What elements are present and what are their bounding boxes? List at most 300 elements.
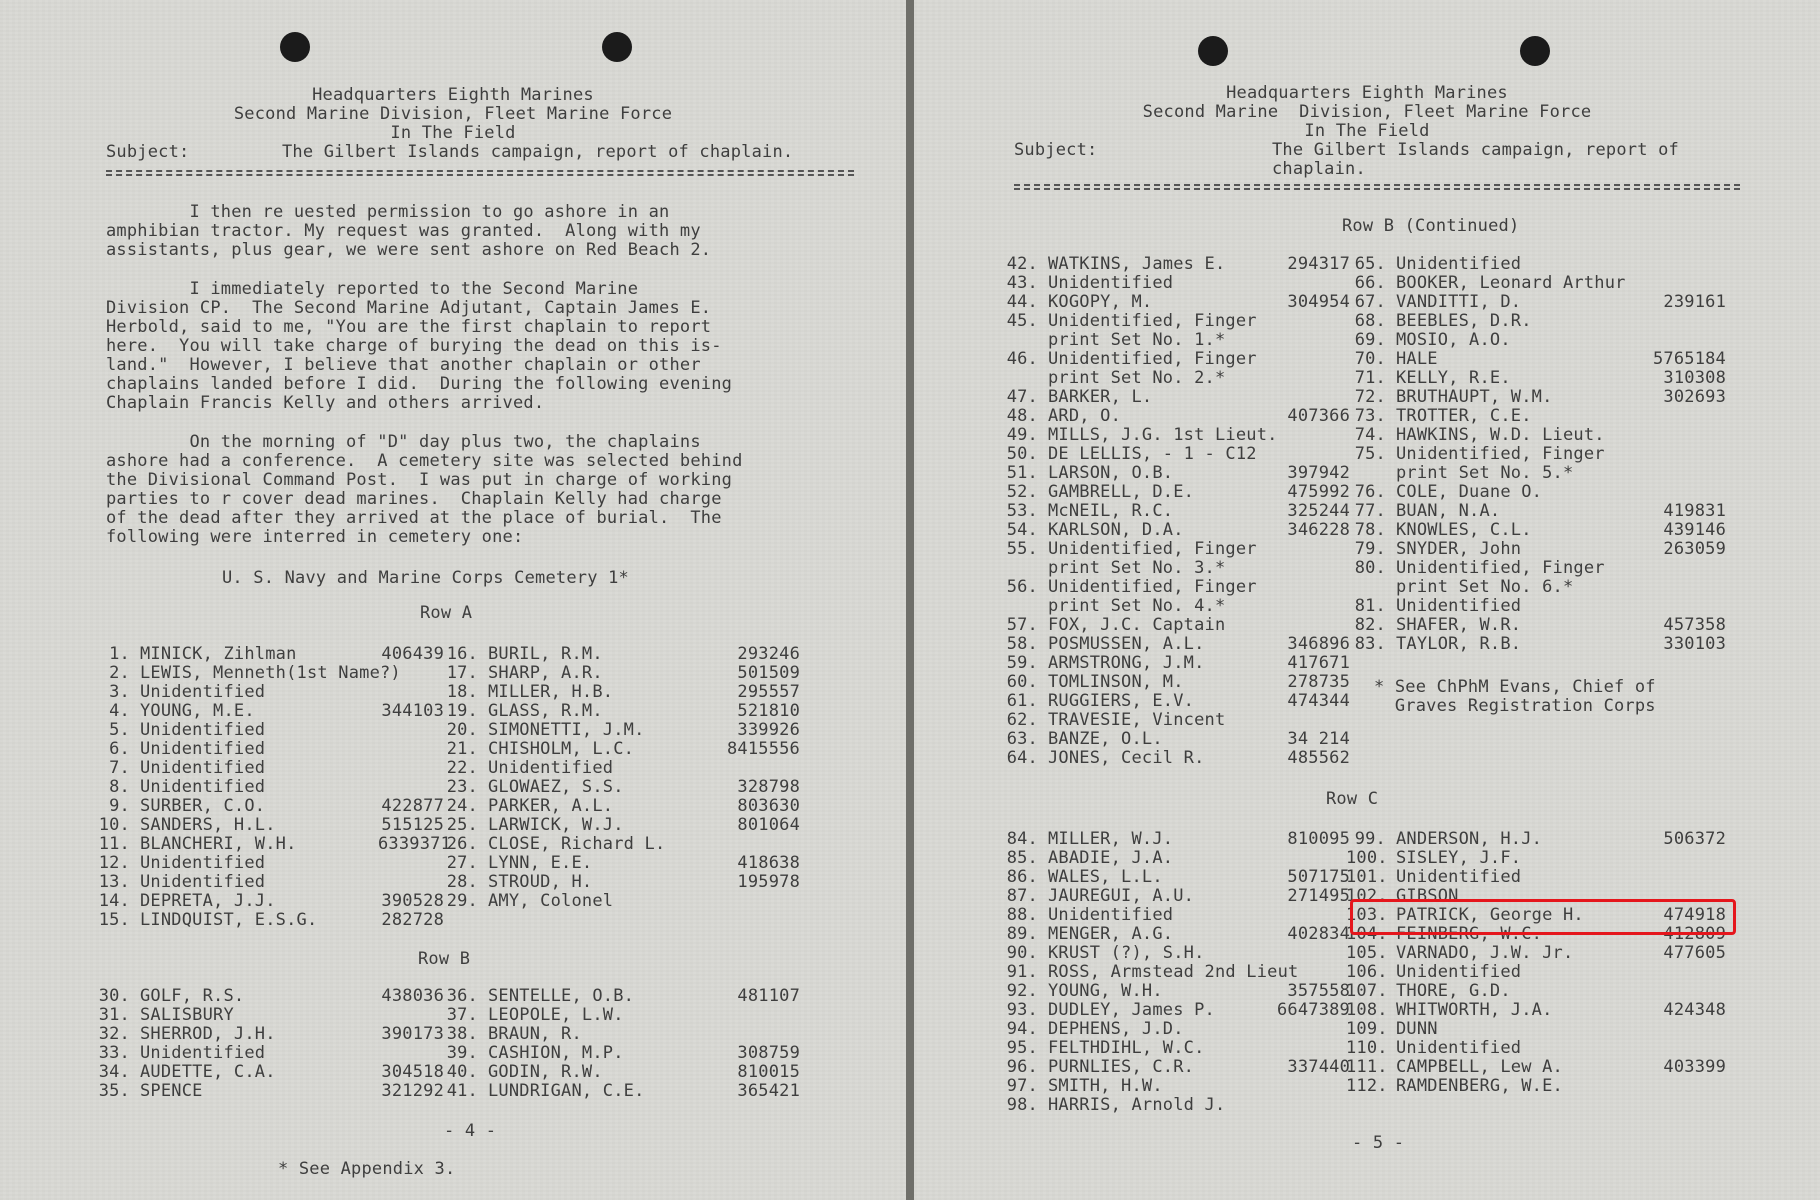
entry-name: MILLER, W.J. [1048,829,1174,849]
service-number: 6339371 [378,834,452,854]
row-a-title: Row A [420,603,473,623]
service-number: 5765184 [1652,349,1726,369]
list-item [1346,521,1726,540]
service-number: 365421 [737,1081,800,1101]
entry-name: LARWICK, W.J. [488,815,624,835]
service-number [1258,711,1350,730]
list-item [98,1025,444,1044]
entry-number: 6. [109,739,130,759]
entry-number [1346,464,1386,483]
entry-name: RUGGIERS, E.V. [1048,691,1195,711]
entry-name: TOMLINSON, M. [1048,672,1184,692]
entry-name: Unidentified [1396,1038,1522,1058]
entry-number: 81. [1354,596,1386,616]
list-item [98,721,444,740]
entry-number: 73. [1354,406,1386,426]
header-line-3: In The Field [390,123,516,143]
service-number: 328798 [737,777,800,797]
entry-number: 50. [1006,444,1038,464]
entry-name: MILLS, J.G. 1st Lieut. [1048,425,1278,445]
list-item [1346,868,1726,887]
entry-name: BRAUN, R. [488,1024,582,1044]
service-number: 810095 [1287,829,1350,849]
entry-name: GLASS, R.M. [488,701,603,721]
service-number [1628,331,1726,350]
entry-number: 39. [446,1043,478,1063]
list-item [1006,925,1350,944]
entry-name: CASHION, M.P. [488,1043,624,1063]
entry-number: 88. [1006,905,1038,925]
entry-number [1006,331,1038,350]
entry-name: KELLY, R.E. [1396,368,1511,388]
service-number: 34 214 [1287,729,1350,749]
service-number: 344103 [381,701,444,721]
service-number [1258,445,1350,464]
row-c-right-column [1346,830,1726,1096]
entry-number: 18. [446,682,478,702]
service-number: 346896 [1287,634,1350,654]
service-number [1628,578,1726,597]
service-number [1628,963,1726,982]
list-item [1006,255,1350,274]
entry-number: 69. [1354,330,1386,350]
entry-name: SANDERS, H.L. [140,815,276,835]
entry-name: COLE, Duane O. [1396,482,1543,502]
entry-name: KNOWLES, C.L. [1396,520,1532,540]
entry-name: GIBSON [1396,886,1459,906]
entry-name: print Set No. 5.* [1396,463,1574,483]
entry-number: 63. [1006,729,1038,749]
service-number: 310308 [1663,368,1726,388]
row-c-title: Row C [1326,789,1379,809]
entry-number: 89. [1006,924,1038,944]
service-number [1258,616,1350,635]
entry-name: RAMDENBERG, W.E. [1396,1076,1563,1096]
service-number: 346228 [1287,520,1350,540]
entry-name: FELTHDIHL, W.C. [1048,1038,1205,1058]
list-item [1006,559,1350,578]
list-item [1006,350,1350,369]
entry-name: CLOSE, Richard L. [488,834,666,854]
entry-name: LEWIS, Menneth(1st Name?) [140,663,401,683]
service-number: 801064 [737,815,800,835]
list-item [446,759,800,778]
service-number [1628,597,1726,616]
entry-name: Unidentified [1396,254,1522,274]
list-item [1006,312,1350,331]
entry-number: 60. [1006,672,1038,692]
service-number: 474344 [1287,691,1350,711]
entry-name: LUNDRIGAN, C.E. [488,1081,645,1101]
entry-name: FEINBERG, W.C. [1396,924,1543,944]
row-c-left-column [1006,830,1350,1115]
entry-name: JONES, Cecil R. [1048,748,1205,768]
paragraph-2: I immediately reported to the Second Marine Division CP. The Second Marine Adjutant, Captain James E. Herbold, said to me, "You are the first chaplain to report here. You will take charge of burying the dead on this is- land." However, I believe that another chaplain or other chaplains landed before I did. During the following evening Chaplain Francis Kelly and others arrived. [106,279,733,413]
entry-number: 44. [1006,292,1038,312]
entry-name: Unidentified [140,739,266,759]
list-item [98,1044,444,1063]
entry-number: 79. [1354,539,1386,559]
list-item [1346,350,1726,369]
entry-number: 15. [98,910,130,930]
list-item [1006,830,1350,849]
list-item [1346,1020,1726,1039]
entry-number: 72. [1354,387,1386,407]
entry-name: SURBER, C.O. [140,796,266,816]
entry-number: 51. [1006,463,1038,483]
service-number: 521810 [737,701,800,721]
service-number [1270,849,1350,868]
service-number [1258,388,1350,407]
list-item [1346,963,1726,982]
list-item [1006,540,1350,559]
list-item [446,721,800,740]
service-number [378,873,444,892]
service-number: 263059 [1663,539,1726,559]
list-item [446,778,800,797]
entry-number: 25. [446,815,478,835]
service-number [378,778,444,797]
entry-name: MOSIO, A.O. [1396,330,1511,350]
list-item [1006,578,1350,597]
entry-number: 45. [1006,311,1038,331]
entry-name: TAYLOR, R.B. [1396,634,1522,654]
entry-name: SHERROD, J.H. [140,1024,276,1044]
service-number: 501509 [737,663,800,683]
entry-name: BRUTHAUPT, W.M. [1396,387,1553,407]
service-number: 412809 [1663,924,1726,944]
entry-number: 41. [446,1081,478,1101]
binding-hole [602,32,632,62]
entry-number: 111. [1346,1057,1388,1077]
list-item [1006,849,1350,868]
entry-number: 31. [98,1005,130,1025]
service-number [1270,1020,1350,1039]
entry-name: Unidentified, Finger [1048,539,1257,559]
service-number: 475992 [1287,482,1350,502]
service-number: 390173 [381,1024,444,1044]
entry-number: 99. [1354,829,1386,849]
entry-name: GAMBRELL, D.E. [1048,482,1195,502]
list-item [1006,730,1350,749]
service-number [1628,559,1726,578]
entry-number: 76. [1354,482,1386,502]
entry-name: BUAN, N.A. [1396,501,1501,521]
entry-name: PATRICK, George H. [1396,905,1584,925]
entry-number: 61. [1006,691,1038,711]
entry-name: BLANCHERI, W.H. [140,834,297,854]
list-item [98,702,444,721]
list-item [1346,1058,1726,1077]
list-item [1006,944,1350,963]
entry-name: Unidentified [140,872,266,892]
list-item [446,892,800,911]
entry-number: 32. [98,1024,130,1044]
service-number [700,1006,800,1025]
entry-name: ABADIE, J.A. [1048,848,1174,868]
row-b-left-column [98,987,444,1101]
service-number [1628,1020,1726,1039]
entry-number: 96. [1006,1057,1038,1077]
list-item [1346,1001,1726,1020]
service-number: 422877 [381,796,444,816]
list-item [1006,1001,1350,1020]
entry-number: 53. [1006,501,1038,521]
entry-name: THORE, G.D. [1396,981,1511,1001]
list-item [98,892,444,911]
entry-name: ARD, O. [1048,406,1122,426]
entry-name: JAUREGUI, A.U. [1048,886,1195,906]
service-number: 337440 [1287,1057,1350,1077]
entry-name: BANZE, O.L. [1048,729,1163,749]
entry-number: 2. [109,663,130,683]
binding-hole [280,32,310,62]
entry-number: 62. [1006,710,1038,730]
entry-number: 49. [1006,425,1038,445]
entry-number: 19. [446,701,478,721]
service-number: 195978 [737,872,800,892]
entry-name: print Set No. 4.* [1048,596,1226,616]
entry-name: KOGOPY, M. [1048,292,1153,312]
list-item [98,1082,444,1101]
entry-name: DEPRETA, J.J. [140,891,276,911]
entry-name: PARKER, A.L. [488,796,614,816]
entry-name: LYNN, E.E. [488,853,593,873]
entry-number: 40. [446,1062,478,1082]
service-number: 438036 [381,986,444,1006]
row-b-continued-left-column [1006,255,1350,768]
list-item [1346,293,1726,312]
row-b-continued-right-column [1346,255,1726,654]
entry-name: LINDQUIST, E.S.G. [140,910,318,930]
entry-name: SIMONETTI, J.M. [488,720,645,740]
service-number: 810015 [737,1062,800,1082]
entry-number: 20. [446,720,478,740]
entry-name: Unidentified [140,1043,266,1063]
list-item [1346,445,1726,464]
list-item [98,759,444,778]
entry-number: 68. [1354,311,1386,331]
entry-name: Unidentified, Finger [1396,558,1605,578]
list-item [98,664,444,683]
entry-number: 110. [1346,1038,1388,1058]
entry-number: 22. [446,758,478,778]
list-item [1346,388,1726,407]
entry-number: 59. [1006,653,1038,673]
entry-name: ROSS, Armstead 2nd Lieut [1048,962,1299,982]
entry-name: Unidentified [1048,905,1174,925]
service-number [1258,578,1350,597]
entry-number [1346,578,1386,597]
list-item [1006,887,1350,906]
entry-name: STROUD, H. [488,872,593,892]
list-item [1006,711,1350,730]
entry-number: 24. [446,796,478,816]
entry-name: AUDETTE, C.A. [140,1062,276,1082]
list-item [98,797,444,816]
entry-name: Unidentified [1048,273,1174,293]
binding-hole [1198,36,1228,66]
list-item [1346,331,1726,350]
entry-name: DE LELLIS, - 1 - C12 [1048,444,1257,464]
entry-number: 13. [98,872,130,892]
list-item [1006,616,1350,635]
service-number: 507175 [1287,867,1350,887]
entry-name: SHARP, A.R. [488,663,603,683]
list-item [1006,597,1350,616]
entry-name: VANDITTI, D. [1396,292,1522,312]
service-number [1258,331,1350,350]
entry-number: 46. [1006,349,1038,369]
entry-number: 55. [1006,539,1038,559]
page-number: - 5 - [1352,1133,1405,1153]
entry-number: 75. [1354,444,1386,464]
list-item [98,1006,444,1025]
entry-number: 30. [98,986,130,1006]
service-number: 294317 [1287,254,1350,274]
list-item [446,797,800,816]
row-b-right-column [446,987,800,1101]
list-item [446,873,800,892]
list-item [1346,274,1726,293]
list-item [1346,369,1726,388]
header-rule [106,170,854,172]
entry-name: WHITWORTH, J.A. [1396,1000,1553,1020]
entry-number: 47. [1006,387,1038,407]
service-number [1258,559,1350,578]
header-line-3: In The Field [1304,121,1430,141]
entry-name: Unidentified [140,682,266,702]
entry-number: 7. [109,758,130,778]
entry-number: 87. [1006,886,1038,906]
service-number [1628,407,1726,426]
list-item [1346,1039,1726,1058]
list-item [446,1063,800,1082]
entry-name: print Set No. 2.* [1048,368,1226,388]
list-item [98,854,444,873]
entry-name: Unidentified, Finger [1396,444,1605,464]
service-number: 321292 [381,1081,444,1101]
service-number [1270,1077,1350,1096]
list-item [98,873,444,892]
service-number: 424348 [1663,1000,1726,1020]
list-item [98,683,444,702]
list-item [98,645,444,664]
header-rule [1014,188,1740,190]
list-item [1346,944,1726,963]
entry-name: Unidentified [488,758,614,778]
entry-name: HAWKINS, W.D. Lieut. [1396,425,1605,445]
entry-number: 5. [109,720,130,740]
list-item [446,1025,800,1044]
list-item [98,1063,444,1082]
entry-number: 35. [98,1081,130,1101]
entry-name: ANDERSON, H.J. [1396,829,1543,849]
service-number [1258,350,1350,369]
service-number [378,683,444,702]
entry-name: SALISBURY [140,1005,234,1025]
entry-number: 71. [1354,368,1386,388]
entry-name: Unidentified [1396,962,1522,982]
service-number [1270,906,1350,925]
entry-name: DUNN [1396,1019,1438,1039]
header-rule [106,174,854,176]
entry-number: 94. [1006,1019,1038,1039]
entry-name: SISLEY, J.F. [1396,848,1522,868]
header-rule [1014,184,1740,186]
entry-name: print Set No. 6.* [1396,577,1574,597]
entry-number: 97. [1006,1076,1038,1096]
entry-number: 26. [446,834,478,854]
entry-number: 86. [1006,867,1038,887]
list-item [1006,963,1350,982]
entry-name: GLOWAEZ, S.S. [488,777,624,797]
entry-number: 112. [1346,1076,1388,1096]
service-number [700,892,800,911]
row-b-continued-title: Row B (Continued) [1342,216,1520,236]
service-number [340,1006,444,1025]
entry-name: KRUST (?), S.H. [1048,943,1205,963]
list-item [1006,673,1350,692]
entry-name: TROTTER, C.E. [1396,406,1532,426]
entry-name: SENTELLE, O.B. [488,986,635,1006]
list-item [1346,616,1726,635]
service-number: 515125 [381,815,444,835]
entry-name: SMITH, H.W. [1048,1076,1163,1096]
entry-name: SHAFER, W.R. [1396,615,1522,635]
service-number: 6647389 [1276,1000,1350,1020]
entry-name: HARRIS, Arnold J. [1048,1095,1226,1115]
service-number: 439146 [1663,520,1726,540]
binding-hole [1520,36,1550,66]
list-item [1346,578,1726,597]
list-item [1006,1039,1350,1058]
entry-number: 36. [446,986,478,1006]
list-item [1006,293,1350,312]
footnote: * See Appendix 3. [278,1159,456,1179]
list-item [446,835,800,854]
list-item [1346,1077,1726,1096]
list-item [446,1006,800,1025]
service-number [1628,274,1726,293]
header-line-2: Second Marine Division, Fleet Marine Force [233,104,673,124]
service-number [378,721,444,740]
entry-number: 77. [1354,501,1386,521]
paragraph-1: I then re uested permission to go ashore in an amphibian tractor. My request was granted. Along with my assistants, plus gear, we were sent ashore on Red Beach 2. [106,202,712,260]
service-number [1270,1096,1350,1115]
entry-number [1006,559,1038,578]
list-item [1006,502,1350,521]
list-item [1346,849,1726,868]
entry-number: 21. [446,739,478,759]
service-number: 803630 [737,796,800,816]
entry-name: MILLER, H.B. [488,682,614,702]
entry-number: 83. [1354,634,1386,654]
list-item [1006,521,1350,540]
cemetery-title: U. S. Navy and Marine Corps Cemetery 1* [222,568,629,588]
entry-name: Unidentified [1396,596,1522,616]
service-number [1628,464,1726,483]
service-number: 325244 [1287,501,1350,521]
list-item [1006,868,1350,887]
list-item [446,987,800,1006]
entry-name: POSMUSSEN, A.L. [1048,634,1205,654]
list-item [1346,407,1726,426]
entry-number: 101. [1346,867,1388,887]
entry-number: 3. [109,682,130,702]
list-item [446,702,800,721]
subject-text: The Gilbert Islands campaign, report of chaplain. [282,142,794,162]
